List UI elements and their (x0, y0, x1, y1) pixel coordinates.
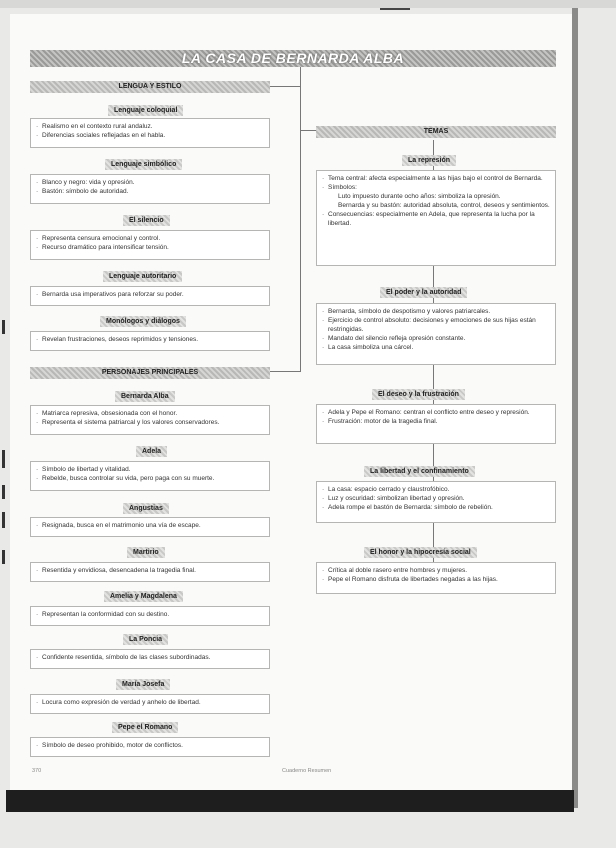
info-box (316, 404, 556, 444)
list-item: · Luz y oscuridad: simbolizan libertad y opresión. (322, 494, 550, 503)
list-item: · Bernarda usa imperativos para reforzar su poder. (36, 290, 264, 299)
list-item: · Locura como expresión de verdad y anhelo de libertad. (36, 698, 264, 707)
info-box (30, 230, 270, 260)
list-item: · Realismo en el contexto rural andaluz. (36, 122, 264, 131)
list-item: · Ejercicio de control absoluto: decisiones y emociones de sus hijas están restringidas. (322, 316, 550, 334)
scan-mark (2, 450, 5, 468)
connector-line (270, 86, 300, 87)
info-box (30, 517, 270, 537)
subsection-title: La Poncia (123, 634, 168, 645)
subsection-title: Angustias (123, 503, 169, 514)
list-item: Luto impuesto durante ocho años: simboliza la opresión. (338, 193, 501, 200)
subsection-title: El poder y la autoridad (380, 287, 467, 298)
list-item: · Símbolo de deseo prohibido, motor de conflictos. (36, 741, 264, 750)
info-box (30, 118, 270, 148)
page-edge (572, 8, 578, 808)
scan-mark (380, 8, 410, 10)
list-item: · Símbolo de libertad y vitalidad. (36, 465, 264, 474)
subsection-title: Bernarda Alba (115, 391, 175, 402)
list-item: · Bastón: símbolo de autoridad. (36, 187, 264, 196)
subsection-title: Lenguaje coloquial (108, 105, 183, 116)
scan-edge (0, 0, 616, 8)
subsection-title: Amelia y Magdalena (104, 591, 183, 602)
info-box (316, 170, 556, 266)
list-item: · Matriarca represiva, obsesionada con el honor. (36, 409, 264, 418)
info-box (30, 606, 270, 626)
list-item: · Adela rompe el bastón de Bernarda: símbolo de rebelión. (322, 503, 550, 512)
page-title: LA CASA DE BERNARDA ALBA (30, 50, 556, 67)
info-box (30, 649, 270, 669)
info-box (316, 481, 556, 523)
scan-shadow (6, 790, 574, 812)
info-box (30, 405, 270, 435)
subsection-title: El deseo y la frustración (372, 389, 465, 400)
info-box (30, 286, 270, 306)
section-banner-lengua: LENGUA Y ESTILO (30, 81, 270, 93)
list-item: · Resignada, busca en el matrimonio una vía de escape. (36, 521, 264, 530)
subsection-title: El silencio (123, 215, 170, 226)
info-box (316, 562, 556, 594)
connector-line (300, 67, 301, 372)
list-item: · Pepe el Romano disfruta de libertades negadas a las hijas. (322, 575, 550, 584)
list-item: Bernarda y su bastón: autoridad absoluta, control, deseos y sentimientos. (338, 202, 550, 209)
list-item: · Adela y Pepe el Romano: centran el conflicto entre deseo y represión. (322, 408, 550, 417)
connector-line (270, 371, 300, 372)
subsection-title: Lenguaje autoritario (103, 271, 182, 282)
scan-mark (2, 550, 5, 564)
list-item: · Bernarda, símbolo de despotismo y valores patriarcales. (322, 307, 550, 316)
scan-mark (2, 320, 5, 334)
subsection-title: La represión (402, 155, 456, 166)
subsection-title: El honor y la hipocresía social (364, 547, 477, 558)
subsection-title: Martirio (127, 547, 165, 558)
info-box (316, 303, 556, 365)
list-item: · Crítica al doble rasero entre hombres y mujeres. (322, 566, 550, 575)
page-number: 370 (32, 768, 42, 774)
list-item: · Consecuencias: especialmente en Adela, que representa la lucha por la libertad. (322, 210, 550, 228)
info-box (30, 737, 270, 757)
subsection-title: La libertad y el confinamiento (364, 466, 475, 477)
section-banner-temas: TEMAS (316, 126, 556, 138)
list-item: · Confidente resentida, símbolo de las clases subordinadas. (36, 653, 264, 662)
info-box (30, 694, 270, 714)
list-item: · Recurso dramático para intensificar tensión. (36, 243, 264, 252)
list-item: · Tema central: afecta especialmente a las hijas bajo el control de Bernarda. (322, 174, 550, 183)
list-item: · La casa simboliza una cárcel. (322, 343, 550, 352)
scan-mark (2, 512, 5, 528)
list-item: · La casa: espacio cerrado y claustrofóbico. (322, 485, 550, 494)
list-item: · Blanco y negro: vida y opresión. (36, 178, 264, 187)
list-item: · Diferencias sociales reflejadas en el habla. (36, 131, 264, 140)
list-item: · Resentida y envidiosa, desencadena la tragedia final. (36, 566, 264, 575)
list-item: · Frustración: motor de la tragedia final. (322, 417, 550, 426)
scan-mark (2, 485, 5, 499)
info-box (30, 174, 270, 204)
footer-text: Cuaderno Resumen (282, 768, 332, 774)
info-box (30, 331, 270, 351)
list-item: · Representa censura emocional y control. (36, 234, 264, 243)
list-item: · Representa el sistema patriarcal y los valores conservadores. (36, 418, 264, 427)
list-item: · Mandato del silencio refleja opresión constante. (322, 334, 550, 343)
list-item: · Revelan frustraciones, deseos reprimidos y tensiones. (36, 335, 264, 344)
list-item: · Rebelde, busca controlar su vida, pero paga con su muerte. (36, 474, 264, 483)
subsection-title: Adela (136, 446, 167, 457)
subsection-title: Pepe el Romano (112, 722, 178, 733)
list-item: · Representan la conformidad con su destino. (36, 610, 264, 619)
info-box (30, 461, 270, 491)
subsection-title: Lenguaje simbólico (105, 159, 182, 170)
list-item: · Símbolos: (322, 183, 550, 192)
subsection-title: María Josefa (116, 679, 170, 690)
section-banner-personajes: PERSONAJES PRINCIPALES (30, 367, 270, 379)
info-box (30, 562, 270, 582)
subsection-title: Monólogos y diálogos (100, 316, 186, 327)
